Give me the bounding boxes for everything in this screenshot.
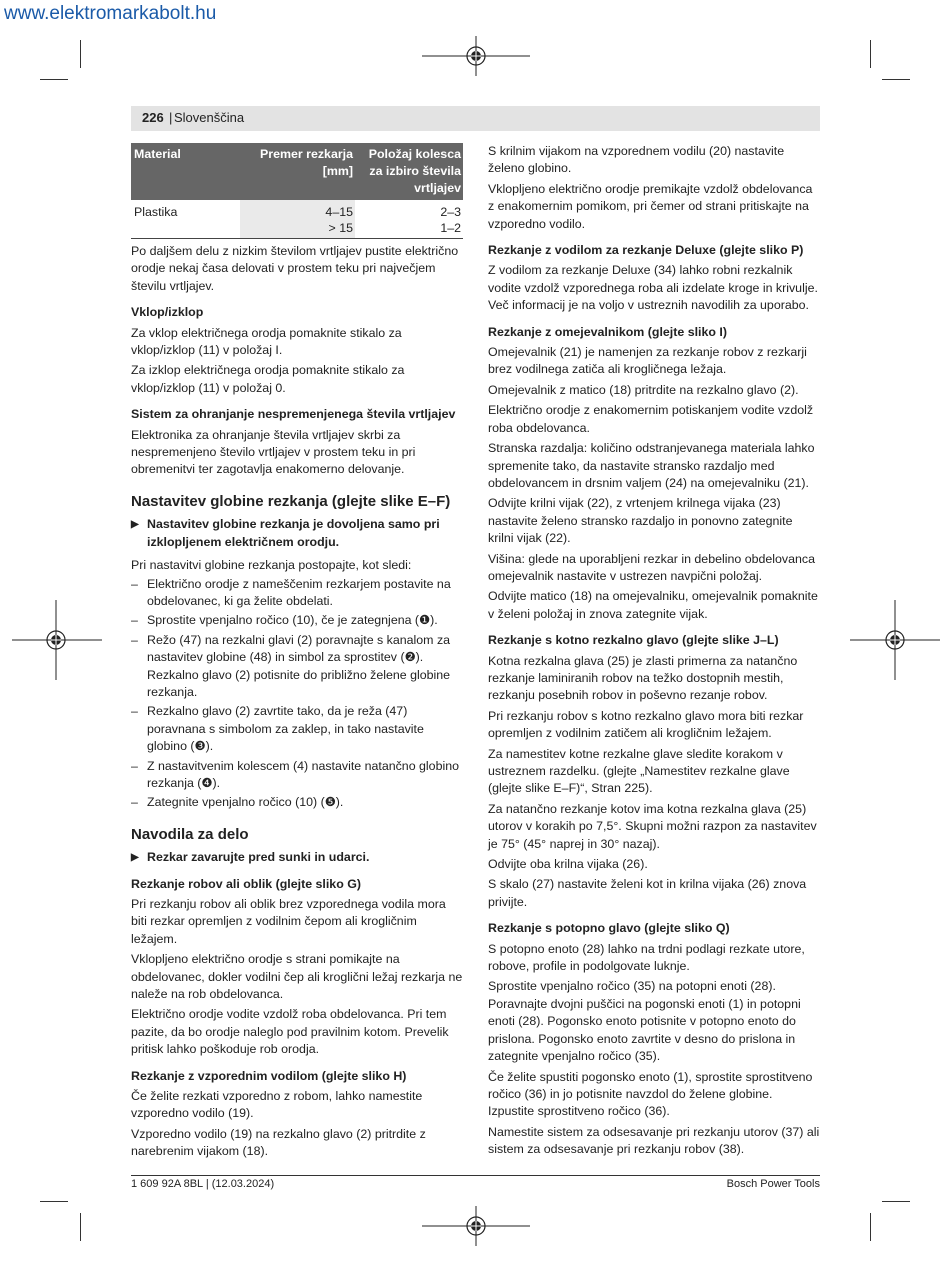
footer-divider [131,1175,820,1176]
paragraph: Pri nastavitvi globine rezkanja postopajte, kot sledi: [131,558,412,573]
paragraph: Vklopljeno električno orodje premikajte vzdolž obdelovanca z enakomernim pomikom, pri čemer od strani pritiskajte na vzporedno vodilo. [488,181,813,231]
list-item: – Zategnite vpenjalno ročico (10) (❺). [131,794,463,811]
warning-note: ▶ Rezkar zavarujte pred sunki in udarci. [131,849,463,866]
paragraph: Omejevalnik (21) je namenjen za rezkanje robov z rezkarji brez vodilnega zatiča ali krogličnega ležaja. [488,345,807,377]
table-header-material: Material [131,143,240,200]
paragraph: Vklopljeno električno orodje s strani pomikajte na obdelovanec, dokler vodilni čep ali kroglični ležaj rezkarja ne naleže na rob obdelovanca. [131,952,463,1002]
paragraph: Za vklop električnega orodja pomaknite stikalo za vklop/izklop (11) v položaj I. [131,325,402,358]
paragraph: S potopno enoto (28) lahko na trdni podlagi rezkate utore, robove, profile in podolgovate luknje. [488,941,805,974]
header-language: Slovenščina [174,110,245,125]
section-heading: Vklop/izklop [131,305,204,320]
header-separator: | [169,110,173,125]
step-list [131,576,463,812]
list-item: – Rezkalno glavo (2) zavrtite tako, da je reža (47) poravnana s simbolom za zaklep, in tako nastavite globino (❸). [131,703,463,755]
table-row [131,200,463,239]
warning-note: ▶ Nastavitev globine rezkanja je dovoljena samo pri izklopljenem električnem orodju. [131,516,463,551]
list-item: – Z nastavitvenim kolescem (4) nastavite natančno globino rezkanja (❹). [131,758,463,793]
paragraph: Namestite sistem za odsesavanje pri rezkanju utorov (37) ali sistem za odsesavanje pri rezkanju robov (38). [488,1124,820,1157]
paragraph: Električno orodje z enakomernim potiskanjem vodite vzdolž roba obdelovanca. [488,403,814,435]
section-heading: Rezkanje s kotno rezkalno glavo (glejte slike J–L) [488,633,779,648]
paragraph: Višina: glede na uporabljeni rezkar in debelino obdelovanca omejevalnik nastavite v ustrezen navpični položaj. [488,551,815,583]
registration-mark-top [422,36,530,76]
crop-mark [40,79,68,80]
paragraph: Elektronika za ohranjanje števila vrtljajev skrbi za nespremenjeno število vrtljajev v prostem teku in pri obremenitvi ter zagotavlja enakomerno delovanje. [131,427,416,477]
list-item: – Sprostite vpenjalno ročico (10), če je zategnjena (❶). [131,612,463,629]
list-item: – Režo (47) na rezkalni glavi (2) poravnajte s kanalom za nastavitev globine (48) in simbol za sprostitev (❷). Rezkalno glavo (2) potisnite do približno želene globine rezkanja. [131,632,463,702]
paragraph: Za natančno rezkanje kotov ima kotna rezkalna glava (25) utorov v korakih po 7,5°. Skupni možni razpon za nastavitev je 75° (45° naprej in 30° nazaj). [488,801,817,851]
paragraph: S skalo (27) nastavite želeni kot in krilna vijaka (26) znova privijte. [488,877,807,909]
section-heading: Rezkanje robov ali oblik (glejte sliko G) [131,876,361,891]
registration-mark-left [12,600,102,680]
section-heading: Rezkanje s potopno glavo (glejte sliko Q) [488,921,730,936]
paragraph: Pri rezkanju robov s kotno rezkalno glavo mora biti rezkar opremljen z vodilnim zatičem ali krogličnim ležajem. [488,708,804,741]
speed-table [131,143,463,239]
table-header-position: Položaj kolesca za izbiro števila vrtljajev [355,143,463,200]
paragraph: Za namestitev kotne rezkalne glave sledite korakom v ustreznem razdelku. (glejte „Namestitev rezkalne glave (glejte slike E–F)“, Stran 225). [488,746,790,796]
crop-mark [870,1213,871,1241]
paragraph: Sprostite vpenjalno ročico (35) na potopni enoti (28). Poravnajte dvojni puščici na pogonski enoti (1) in potopni enoti (28). Pogonsko enoto potisnite v potopno enoto do prislona. Pogonsko enoto zavrtite v desno do prislona in zategnite vpenjalno ročico (35). [488,979,801,1064]
footer-brand: Bosch Power Tools [726,1178,820,1190]
page-header [131,106,820,131]
table-cell-position-value: 1–2 [440,221,461,235]
paragraph: Če želite rezkati vzporedno z robom, lahko namestite vzporedno vodilo (19). [131,1089,423,1121]
paragraph: Pri rezkanju robov ali oblik brez vzporednega vodila mora biti rezkar opremljen z vodilnim čepom ali krogličnim ležajem. [131,897,446,946]
table-cell-diameter-value: 4–15 [325,205,353,219]
crop-mark [40,1201,68,1202]
footer-doc-number: 1 609 92A 8BL | (12.03.2024) [131,1178,275,1190]
paragraph: Električno orodje vodite vzdolž roba obdelovanca. Pri tem pazite, da bo orodje naleglo pod pravilnim kotom. Prevelik pritisk lahko poškoduje rob orodja. [131,1007,449,1057]
paragraph: S krilnim vijakom na vzporednem vodilu (20) nastavite želeno globino. [488,144,785,176]
paragraph: Če želite spustiti pogonsko enoto (1), sprostite sprostitveno ročico (36) in jo potisnite navzdol do želene globine. Izpustite sprostitveno ročico (36). [488,1069,813,1119]
list-item: – Električno orodje z nameščenim rezkarjem postavite na obdelovanec, ki ga želite obdelati. [131,576,463,611]
registration-mark-bottom [422,1206,530,1246]
paragraph: Za izklop električnega orodja pomaknite stikalo za vklop/izklop (11) v položaj 0. [131,363,405,395]
paragraph: Odvijte krilni vijak (22), z vrtenjem krilnega vijaka (23) nastavite želeno stransko razdaljo in ponovno zategnite krilni vijak (22). [488,496,793,546]
right-column [488,143,820,1162]
paragraph: Omejevalnik z matico (18) pritrdite na rezkalno glavo (2). [488,382,799,397]
crop-mark [870,40,871,68]
paragraph: Kotna rezkalna glava (25) je zlasti primerna za natančno rezkanje laminiranih robov na težko dostopnih mestih, rezkanju posebnih robov in poševno rezanje robov. [488,653,798,703]
section-heading: Sistem za ohranjanje nespremenjenega števila vrtljajev [131,407,456,422]
crop-mark [882,1201,910,1202]
table-cell-position [355,200,463,239]
section-heading: Rezkanje z vzporednim vodilom (glejte sliko H) [131,1068,407,1083]
table-cell-diameter-value: > 15 [328,221,353,235]
paragraph: Odvijte oba krilna vijaka (26). [488,857,648,872]
page-number: 226 [142,110,164,125]
chapter-heading: Nastavitev globine rezkanja (glejte slike E–F) [131,492,451,510]
chapter-heading: Navodila za delo [131,825,249,843]
registration-mark-right [850,600,940,680]
section-heading: Rezkanje z vodilom za rezkanje Deluxe (glejte sliko P) [488,243,804,258]
paragraph: Odvijte matico (18) na omejevalniku, omejevalnik pomaknite v želeni položaj in znova zategnite vijak. [488,589,818,621]
table-cell-material: Plastika [131,200,240,239]
paragraph: Vzporedno vodilo (19) na rezkalno glavo (2) pritrdite z narebrenim vijakom (18). [131,1126,426,1159]
paragraph: Z vodilom za rezkanje Deluxe (34) lahko robni rezkalnik vodite vzdolž vzporednega roba ali izdelate kroge in krivulje. Več informacij je na voljo v ustreznih navodilih za uporabo. [488,263,818,313]
table-cell-diameter [240,200,355,239]
paragraph: Stranska razdalja: količino odstranjevanega materiala lahko spremenite tako, da nastavite stransko razdaljo med obdelovancem in drsnim valjem (24) na omejevalniku (21). [488,441,815,490]
crop-mark [80,1213,81,1241]
left-column [131,143,463,1164]
watermark-url[interactable]: www.elektromarkabolt.hu [4,3,217,24]
paragraph: Po daljšem delu z nizkim številom vrtljajev pustite električno orodje nekaj časa delovati v prostem teku pri največjem številu vrtljajev. [131,244,459,293]
crop-mark [80,40,81,68]
section-heading: Rezkanje z omejevalnikom (glejte sliko I) [488,324,727,339]
table-cell-position-value: 2–3 [440,205,461,219]
table-header-diameter: Premer rezkarja [mm] [240,143,355,200]
crop-mark [882,79,910,80]
